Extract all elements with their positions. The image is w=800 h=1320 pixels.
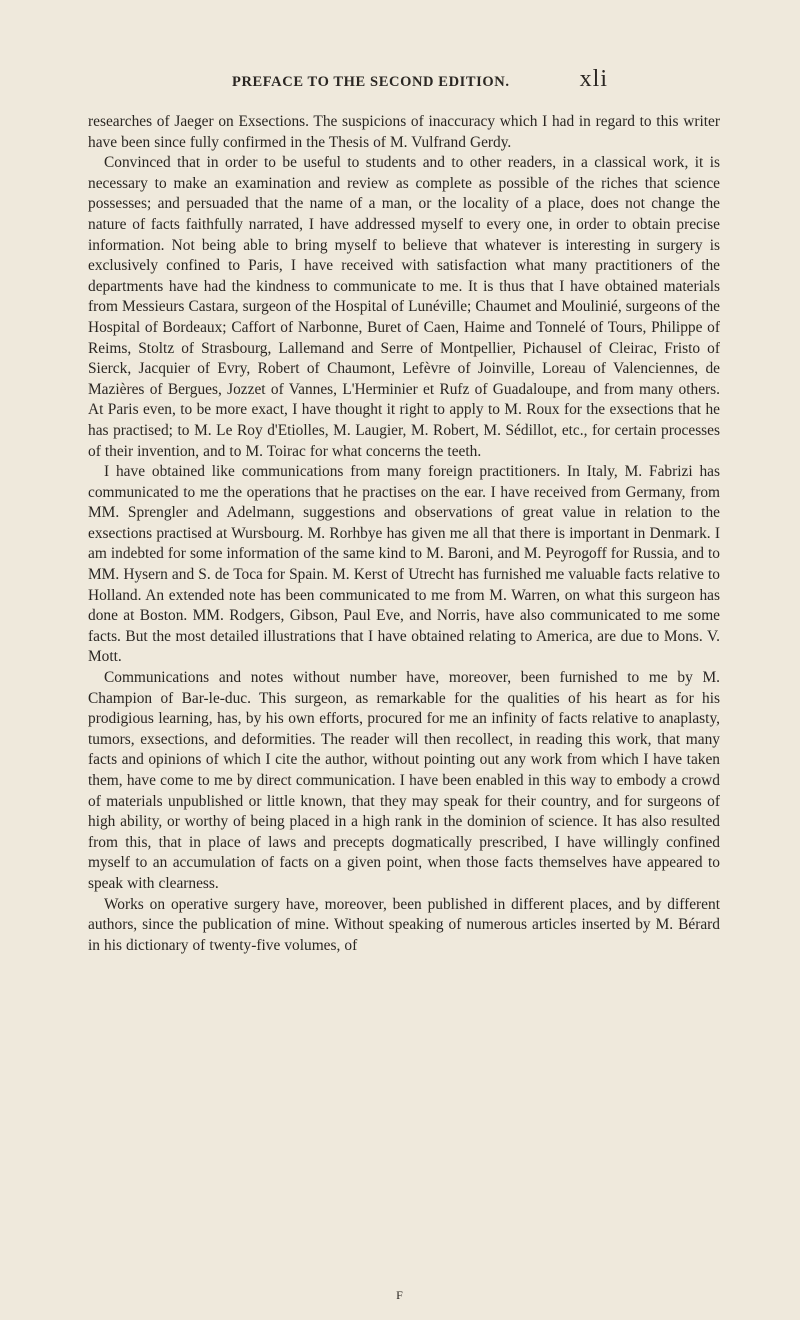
paragraph-4: Communications and notes without number have, moreover, been furnished to me by M. Champion of Bar-le-duc. This surgeon, as remarkable for the qualities of his heart as for his prodigious learning, has, by his own efforts, procured for me an infinity of facts relative to anaplasty, tumors, exsections, and deformities. The reader will then recollect, in reading this work, that many facts and opinions of which I cite the author, without pointing out any work from which I have taken them, have come to me by direct communication. I have been enabled in this way to embody a crowd of materials unpublished or little known, that they may speak for their country, and for surgeons of high ability, or worthy of being placed in a high rank in the dominion of science. It has also resulted from this, that in place of laws and precepts dogmatically prescribed, I have willingly confined myself to an accumulation of facts on a given point, when those facts themselves have appeared to speak with clearness. [88,669,720,892]
page-number: xli [579,66,608,92]
paragraph-3: I have obtained like communications from many foreign practitioners. In Italy, M. Fabrizi has communicated to me the operations that he practises on the ear. I have received from Germany, from MM. Sprengler and Adelmann, suggestions and observations of great value in relation to the exsections practised at Wursbourg. M. Rorhbye has given me all that there is important in Denmark. I am indebted for some information of the same kind to M. Baroni, and M. Peyrogoff for Russia, and to MM. Hysern and S. de Toca for Spain. M. Kerst of Utrecht has furnished me valuable facts relative to Holland. An extended note has been communicated to me from M. Warren, on what this surgeon has done at Boston. MM. Rodgers, Gibson, Paul Eve, and Norris, have also communicated to me some facts. But the most detailed illustrations that I have obtained relating to America, are due to Mons. V. Mott. [88,463,720,666]
paragraph-1: researches of Jaeger on Exsections. The suspicions of inaccuracy which I had in regard to this writer have been since fully confirmed in the Thesis of M. Vulfrand Gerdy. [88,113,720,151]
signature-mark: F [396,1288,404,1302]
paragraph-5: Works on operative surgery have, moreover, been published in different places, and by different authors, since the publication of mine. Without speaking of numerous articles inserted by M. Bérard in his dictionary of twenty-five volumes, of [88,895,720,954]
running-head: PREFACE TO THE SECOND EDITION. [232,74,510,90]
page-header [0,66,800,100]
paragraph-2: Convinced that in order to be useful to students and to other readers, in a classical work, it is necessary to make an examination and review as complete as possible of the riches that science possesses; and persuaded that the name of a man, or the locality of a place, does not change the nature of facts faithfully narrated, I have addressed myself to every one, in order to obtain precise information. Not being able to bring myself to believe that whatever is interesting in surgery is exclusively confined to Paris, I have received with satisfaction what many practitioners of the departments have had the kindness to communicate to me. It is thus that I have obtained materials from Messieurs Castara, surgeon of the Hospital of Lunéville; Chaumet and Moulinié, surgeons of the Hospital of Bordeaux; Caffort of Narbonne, Buret of Caen, Haime and Tonnelé of Tours, Philippe of Reims, Stoltz of Strasbourg, Lallemand and Serre of Montpellier, Pichausel of Cleirac, Fristo of Sierck, Jacquier of Evry, Robert of Chaumont, Lefèvre of Joinville, Loreau of Valenciennes, de Mazières of Bergues, Jozzet of Vannes, L'Herminier et Rufz of Guadaloupe, and from many others. At Paris even, to be more exact, I have thought it right to apply to M. Roux for the exsections that he has practised; to M. Le Roy d'Etiolles, M. Laugier, M. Robert, M. Sédillot, etc., for certain processes of their invention, and to M. Toirac for what concerns the teeth. [88,154,720,460]
body-text [88,112,720,956]
